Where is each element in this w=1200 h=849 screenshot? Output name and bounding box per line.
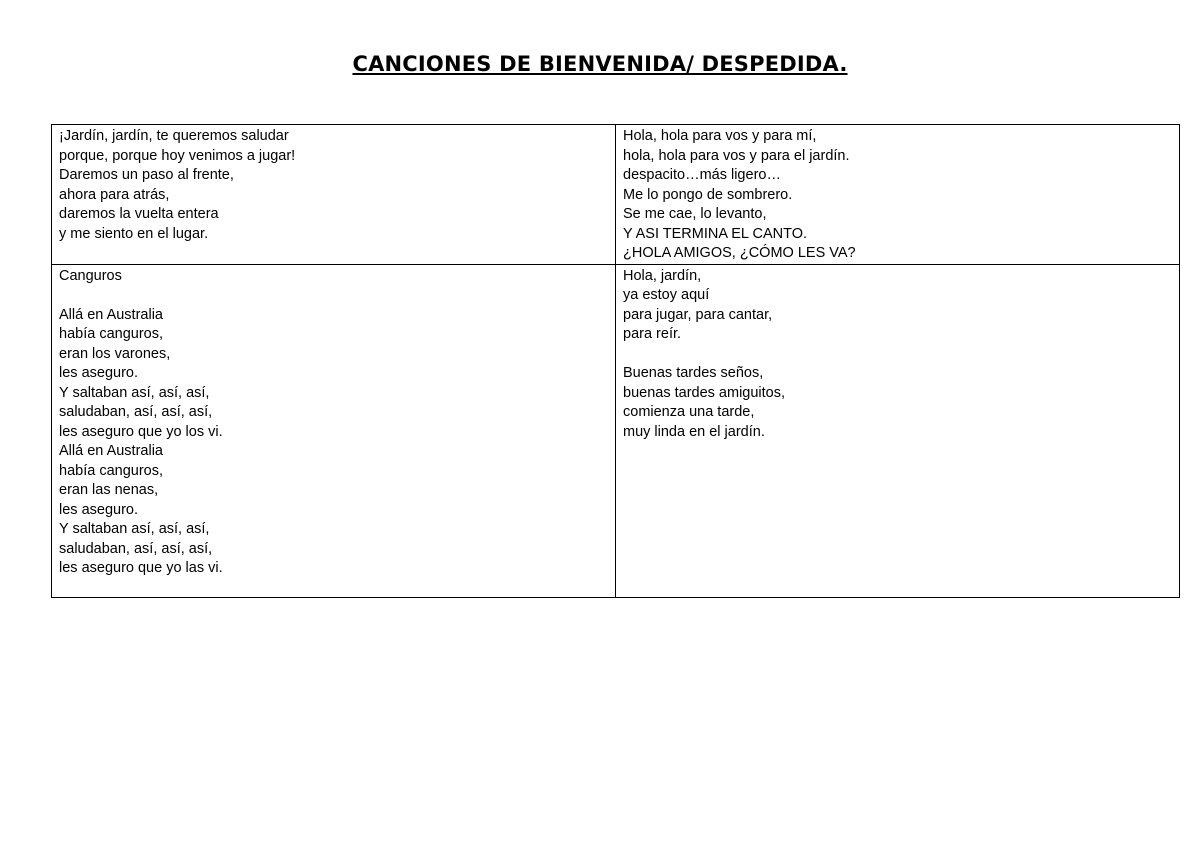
song-line: Allá en Australia xyxy=(59,306,163,323)
song-cell xyxy=(52,125,616,265)
song-line: Y saltaban así, así, así, xyxy=(59,521,210,537)
song-line: ahora para atrás, xyxy=(59,186,170,203)
song-line: había canguros, xyxy=(59,326,163,342)
song-line: ¡Jardín, jardín, te queremos saludar xyxy=(59,128,289,144)
song-line: para reír. xyxy=(623,326,682,342)
page-title: CANCIONES DE BIENVENIDA/ DESPEDIDA. xyxy=(352,52,848,76)
table-row xyxy=(52,264,1180,597)
song-line xyxy=(623,345,1172,365)
song-line: Allá en Australia xyxy=(59,443,163,459)
song-line: Hola, jardín, xyxy=(623,267,702,284)
song-line: ¿HOLA AMIGOS, ¿CÓMO LES VA? xyxy=(623,245,856,261)
song-line: ya estoy aquí xyxy=(623,287,710,303)
song-line: les aseguro. xyxy=(59,501,138,518)
song-line: buenas tardes amiguitos, xyxy=(623,384,786,401)
song-line: porque, porque hoy venimos a jugar! xyxy=(59,147,296,164)
song-cell xyxy=(616,125,1180,265)
table-row xyxy=(52,125,1180,265)
song-line: daremos la vuelta entera xyxy=(59,206,219,222)
song-line: Daremos un paso al frente, xyxy=(59,167,234,183)
song-line: Y ASI TERMINA EL CANTO. xyxy=(623,225,807,242)
songs-table xyxy=(51,124,1180,598)
song-line: Buenas tardes seños, xyxy=(623,365,764,381)
song-line: les aseguro que yo los vi. xyxy=(59,423,223,440)
song-line: saludaban, así, así, así, xyxy=(59,540,213,557)
song-cell xyxy=(52,264,616,597)
song-line: Y saltaban así, así, así, xyxy=(59,384,210,401)
song-line: Canguros xyxy=(59,267,122,284)
song-line: Hola, hola para vos y para mí, xyxy=(623,128,817,144)
song-line: eran los varones, xyxy=(59,345,171,362)
song-line: y me siento en el lugar. xyxy=(59,225,209,242)
song-line: comienza una tarde, xyxy=(623,404,755,420)
song-line: hola, hola para vos y para el jardín. xyxy=(623,147,850,164)
song-line: despacito…más ligero… xyxy=(623,167,781,183)
song-line xyxy=(59,286,608,306)
song-cell xyxy=(616,264,1180,597)
song-line: les aseguro que yo las vi. xyxy=(59,560,223,576)
song-line: saludaban, así, así, así, xyxy=(59,404,213,420)
song-line: les aseguro. xyxy=(59,365,138,381)
song-line: eran las nenas, xyxy=(59,482,159,498)
song-line: había canguros, xyxy=(59,462,163,479)
song-line: Se me cae, lo levanto, xyxy=(623,206,767,222)
song-line: muy linda en el jardín. xyxy=(623,423,765,440)
song-line: para jugar, para cantar, xyxy=(623,306,773,323)
song-line: Me lo pongo de sombrero. xyxy=(623,186,793,203)
